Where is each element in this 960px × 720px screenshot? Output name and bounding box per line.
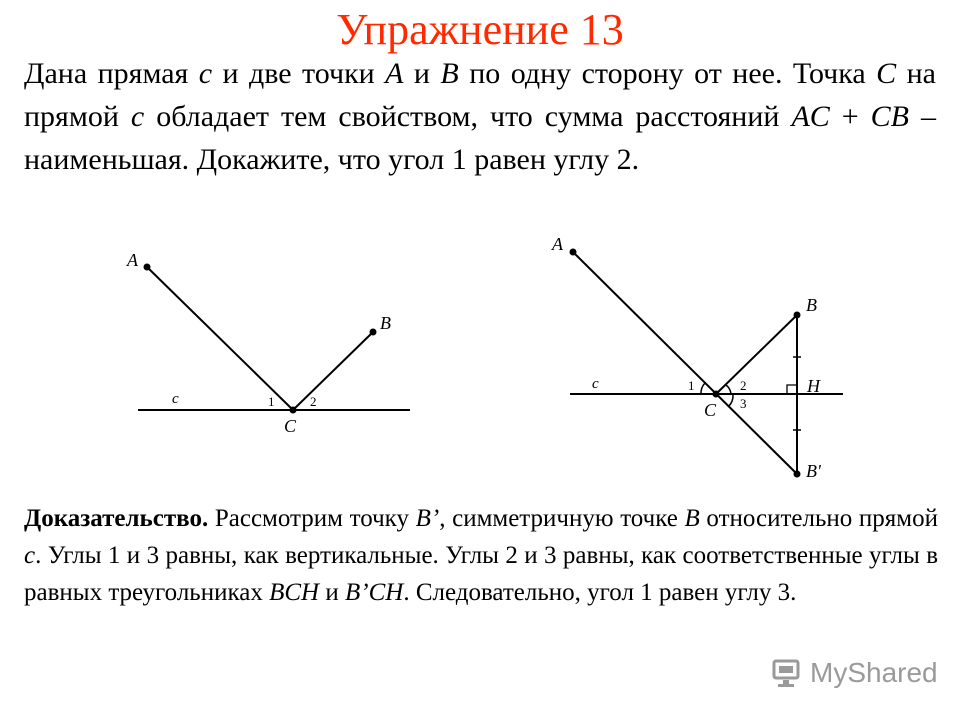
- label-line-c-left: c: [172, 391, 179, 407]
- point-a-right: [570, 249, 577, 256]
- label-line-c-right: c: [592, 376, 599, 392]
- myshared-logo: [770, 653, 938, 693]
- label-c-left: C: [284, 416, 297, 436]
- label-a-left: A: [127, 250, 138, 270]
- label-c-right: C: [704, 400, 717, 420]
- point-b-right: [794, 312, 801, 319]
- angle-2-right: 2: [740, 378, 747, 393]
- monitor-icon: [770, 656, 804, 690]
- figure-right: [551, 234, 843, 481]
- point-a-left: [144, 264, 151, 271]
- arc-angle-2: [726, 385, 731, 394]
- slide-title: Упражнение 13: [336, 5, 624, 54]
- figure-left: [126, 250, 410, 436]
- proof-text: Доказательство. Рассмотрим точку B’, симметричную точке B относительно прямой c. Углы 1 и 3 равны, как вертикальные. Углы 2 и 3 равны, как соответственные углы в равных треугольниках BCH и B’CH. Следовательно, угол 1 равен углу 3.: [24, 505, 938, 606]
- point-c-left: [290, 407, 297, 414]
- logo-text: MyShared: [810, 657, 938, 688]
- point-bprime-right: [794, 471, 801, 478]
- angle-1-right: 1: [688, 378, 695, 393]
- segment-cb-right: [716, 315, 797, 394]
- label-b-left: B: [380, 313, 391, 333]
- label-a-right: A: [552, 234, 563, 254]
- segment-cb-left: [293, 332, 373, 410]
- label-b-right: B: [806, 295, 817, 315]
- angle-3-right: 3: [740, 396, 747, 411]
- segment-ab-prime: [573, 252, 797, 474]
- point-b-left: [370, 329, 377, 336]
- angle-2-left: 2: [310, 394, 317, 409]
- label-h-right: H: [807, 376, 820, 396]
- angle-1-left: 1: [268, 394, 275, 409]
- arc-angle-1: [701, 383, 705, 394]
- right-angle-mark: [787, 385, 797, 394]
- point-c-right: [713, 391, 720, 398]
- segment-ac-left: [147, 267, 293, 410]
- label-bprime-right: B': [806, 461, 821, 481]
- problem-statement: Дана прямая c и две точки A и B по одну сторону от нее. Точка C на прямой c обладает тем свойством, что сумма расстояний AC + CB – наименьшая. Докажите, что угол 1 равен углу 2.: [24, 57, 937, 176]
